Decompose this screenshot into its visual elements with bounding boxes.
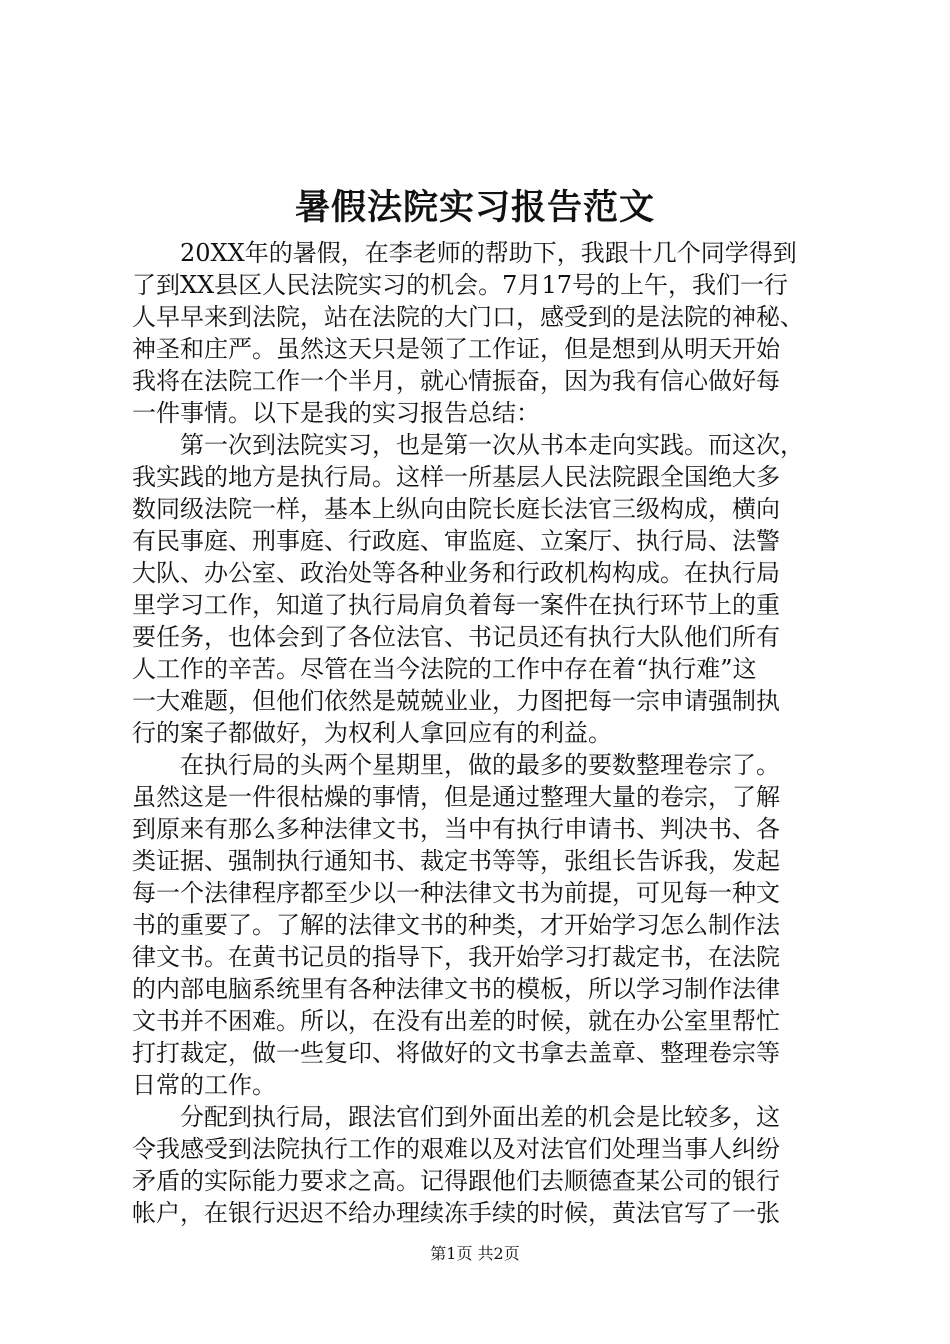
body-line: 日常的工作。	[132, 1071, 276, 1099]
body-line: 行的案子都做好，为权利人拿回应有的利益。	[132, 719, 612, 747]
document-body	[132, 237, 840, 1229]
body-line: 令我感受到法院执行工作的艰难以及对法官们处理当事人纠纷	[132, 1135, 780, 1163]
body-line: 我将在法院工作一个半月，就心情振奋，因为我有信心做好每	[132, 367, 780, 395]
body-line: 帐户，在银行迟迟不给办理续冻手续的时候，黄法官写了一张	[132, 1199, 780, 1227]
body-line: 20XX年的暑假，在李老师的帮助下，我跟十几个同学得到	[132, 239, 797, 267]
body-line: 类证据、强制执行通知书、裁定书等等，张组长告诉我，发起	[132, 847, 780, 875]
body-line: 有民事庭、刑事庭、行政庭、审监庭、立案厅、执行局、法警	[132, 527, 780, 555]
body-line: 书的重要了。了解的法律文书的种类，才开始学习怎么制作法	[132, 911, 780, 939]
body-line: 虽然这是一件很枯燥的事情，但是通过整理大量的卷宗，了解	[132, 783, 780, 811]
body-line: 了到XX县区人民法院实习的机会。7月17号的上午，我们一行	[132, 271, 788, 299]
body-line: 打打裁定，做一些复印、将做好的文书拿去盖章、整理卷宗等	[132, 1039, 780, 1067]
body-line: 数同级法院一样，基本上纵向由院长庭长法官三级构成，横向	[132, 495, 780, 523]
body-line: 的内部电脑系统里有各种法律文书的模板，所以学习制作法律	[132, 975, 780, 1003]
body-line: 一大难题，但他们依然是兢兢业业，力图把每一宗申请强制执	[132, 687, 780, 715]
body-line: 一件事情。以下是我的实习报告总结：	[132, 399, 540, 427]
body-line: 在执行局的头两个星期里，做的最多的要数整理卷宗了。	[132, 751, 780, 779]
body-line: 大队、办公室、政治处等各种业务和行政机构构成。在执行局	[132, 559, 780, 587]
body-line: 人工作的辛苦。尽管在当今法院的工作中存在着“执行难”这	[132, 655, 757, 683]
body-line: 里学习工作，知道了执行局肩负着每一案件在执行环节上的重	[132, 591, 780, 619]
body-line: 每一个法律程序都至少以一种法律文书为前提，可见每一种文	[132, 879, 780, 907]
page-footer: 第1页 共2页	[430, 1244, 520, 1263]
document-title: 暑假法院实习报告范文	[294, 187, 655, 228]
body-line: 文书并不困难。所以，在没有出差的时候，就在办公室里帮忙	[132, 1007, 780, 1035]
body-line: 分配到执行局，跟法官们到外面出差的机会是比较多，这	[132, 1103, 780, 1131]
body-line: 要任务，也体会到了各位法官、书记员还有执行大队他们所有	[132, 623, 780, 651]
body-line: 第一次到法院实习，也是第一次从书本走向实践。而这次，	[132, 431, 804, 459]
body-line: 矛盾的实际能力要求之高。记得跟他们去顺德查某公司的银行	[132, 1167, 780, 1195]
body-line: 律文书。在黄书记员的指导下，我开始学习打裁定书，在法院	[132, 943, 780, 971]
body-line: 我实践的地方是执行局。这样一所基层人民法院跟全国绝大多	[132, 463, 780, 491]
body-line: 神圣和庄严。虽然这天只是领了工作证，但是想到从明天开始	[132, 335, 780, 363]
body-line: 到原来有那么多种法律文书，当中有执行申请书、判决书、各	[132, 815, 780, 843]
body-line: 人早早来到法院，站在法院的大门口，感受到的是法院的神秘、	[132, 303, 804, 331]
